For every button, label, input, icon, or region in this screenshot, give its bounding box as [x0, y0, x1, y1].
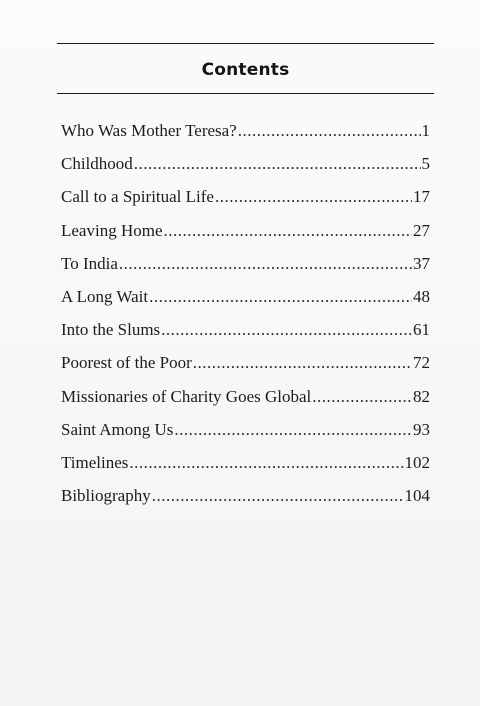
toc-entry-title: Saint Among Us	[61, 419, 174, 439]
toc-entry-page: 82	[413, 386, 430, 406]
toc-entry	[61, 450, 430, 483]
toc-entry-title: A Long Wait	[61, 286, 149, 306]
toc-entry	[61, 284, 430, 317]
toc-entry-title: Call to a Spiritual Life	[61, 187, 214, 207]
toc-entry-page: 72	[413, 353, 430, 373]
table-of-contents	[61, 118, 430, 516]
top-rule	[57, 43, 434, 44]
toc-entry-title: To India	[61, 253, 118, 273]
toc-entry-page: 17	[413, 187, 430, 207]
toc-entry-title: Missionaries of Charity Goes Global	[61, 386, 312, 406]
dot-leader	[161, 317, 412, 343]
page-title: Contents	[201, 60, 290, 80]
toc-entry	[61, 483, 430, 516]
toc-entry-page: 27	[413, 220, 430, 240]
dot-leader	[164, 218, 413, 244]
toc-entry-page: 5	[421, 154, 430, 174]
dot-leader	[312, 384, 412, 410]
toc-entry	[61, 184, 430, 217]
dot-leader	[215, 184, 412, 210]
toc-entry	[61, 151, 430, 184]
toc-entry	[61, 118, 430, 151]
toc-entry-title: Childhood	[61, 154, 133, 174]
toc-entry-title: Who Was Mother Teresa?	[61, 121, 237, 140]
toc-entry	[61, 384, 430, 417]
toc-entry-title: Poorest of the Poor	[61, 353, 192, 373]
toc-entry-title: Bibliography	[61, 486, 151, 506]
toc-entry-page: 102	[404, 452, 430, 472]
dot-leader	[129, 450, 403, 476]
toc-entry-title: Timelines	[61, 452, 129, 472]
toc-entry-page: 93	[413, 419, 430, 439]
dot-leader	[238, 118, 421, 144]
bottom-rule	[57, 93, 434, 94]
toc-entry-page: 1	[421, 121, 430, 140]
toc-entry	[61, 218, 430, 251]
toc-entry	[61, 251, 430, 284]
toc-entry	[61, 317, 430, 350]
dot-leader	[193, 350, 412, 376]
toc-entry	[61, 350, 430, 383]
toc-entry-title: Into the Slums	[61, 320, 161, 340]
dot-leader	[174, 417, 412, 443]
toc-entry-page: 61	[413, 320, 430, 340]
dot-leader	[119, 251, 412, 277]
dot-leader	[152, 483, 404, 509]
dot-leader	[134, 151, 421, 177]
toc-entry-page: 48	[413, 286, 430, 306]
dot-leader	[149, 284, 412, 310]
toc-entry-page: 104	[404, 486, 430, 506]
toc-entry	[61, 417, 430, 450]
toc-entry-page: 37	[413, 253, 430, 273]
toc-entry-title: Leaving Home	[61, 220, 163, 240]
